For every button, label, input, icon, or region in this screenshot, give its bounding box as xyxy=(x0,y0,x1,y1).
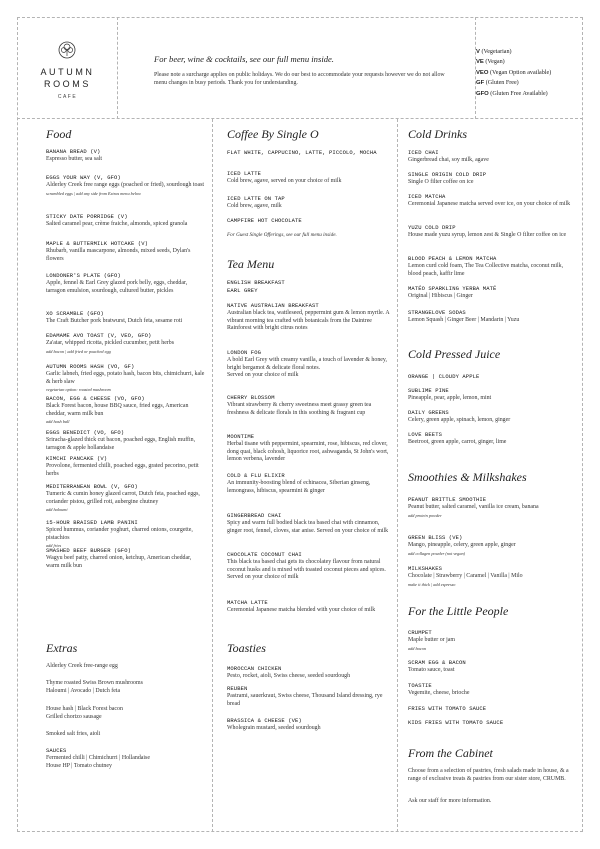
menu-item xyxy=(46,395,206,425)
item-name: SINGLE ORIGIN COLD DRIP xyxy=(408,171,487,178)
menu-item xyxy=(46,174,206,197)
menu-item xyxy=(227,665,390,681)
dietary-item xyxy=(476,47,583,57)
item-description: Cold brew, agave, served on your choice of milk xyxy=(227,178,342,184)
item-name: TOASTIE xyxy=(408,682,432,689)
item-name: FRIES WITH TOMATO SAUCE xyxy=(408,705,487,712)
menu-item xyxy=(227,599,390,615)
menu-item xyxy=(408,496,573,519)
brand-name-line1: AUTUMN xyxy=(40,67,95,77)
section-title-smoothies: Smoothies & Milkshakes xyxy=(408,470,527,484)
item-description: Maple butter or jam xyxy=(408,637,455,643)
menu-item xyxy=(46,547,206,570)
extras-line: House HP | Tomato chutney xyxy=(46,762,112,769)
item-description: Apple, fennel & Earl Grey glazed pork belly, eggs, cheddar, tarragon emulsion, sourdough, cultured butter, pickles xyxy=(46,280,188,294)
item-name: REUBEN xyxy=(227,685,248,692)
item-description: Vibrant strawberry & cherry sweetness meet grassy green tea freshness & delicate florals in this soothing & fragrant cup xyxy=(227,402,372,416)
item-description: Chocolate | Strawberry | Caramel | Vanilla | Milo xyxy=(408,573,523,579)
section-title-extras: Extras xyxy=(46,641,78,655)
item-description: Alderley Creek free range eggs (poached or fried), sourdough toast xyxy=(46,182,205,188)
menu-item xyxy=(408,171,573,187)
extras-group xyxy=(46,747,206,770)
menu-item xyxy=(408,373,573,381)
menu-item xyxy=(46,148,206,164)
section-title-juice: Cold Pressed Juice xyxy=(408,347,501,361)
item-name: KIDS FRIES WITH TOMATO SAUCE xyxy=(408,719,504,726)
item-name: LONDONER'S PLATE (GFO) xyxy=(46,272,121,279)
dietary-item xyxy=(476,57,583,67)
menu-item xyxy=(227,149,390,157)
item-name: DAILY GREENS xyxy=(408,409,449,416)
item-name: COLD & FLU ELIXIR xyxy=(227,472,285,479)
menu-item xyxy=(227,472,390,495)
item-addon: scrambled eggs | add any side from Extras menu below xyxy=(46,190,141,196)
item-addon: add collagen powder (not vegan) xyxy=(408,550,466,556)
item-name: GINGERBREAD CHAI xyxy=(227,512,282,519)
dietary-item xyxy=(476,89,583,99)
item-description: Original | Hibiscus | Ginger xyxy=(408,293,473,299)
item-description: Australian black tea, wattleseed, peppermint gum & lemon myrtle. A vibrant morning tea crafted with botanicals from the Daintree Rainforest with bright citrus notes xyxy=(227,310,390,332)
extras-line: Haloumi | Avocado | Dutch feta xyxy=(46,687,121,694)
item-name: MAPLE & BUTTERMILK HOTCAKE (V) xyxy=(46,240,149,247)
item-description: Peanut butter, salted caramel, vanilla ice cream, banana xyxy=(408,504,539,510)
item-name: CHERRY BLOSSOM xyxy=(227,394,275,401)
item-description: Wholegrain mustard, seeded sourdough xyxy=(227,725,321,731)
menu-item xyxy=(408,534,573,557)
item-description: Ceremonial Japanese matcha blended with your choice of milk xyxy=(227,607,376,613)
menu-item xyxy=(408,409,573,425)
item-description: A bold Earl Grey with creamy vanilla, a touch of lavender & honey, bright bergamot & delicate floral notes. Served on your choice of milk xyxy=(227,357,387,379)
item-description: Tumeric & cumin honey glazed carrot, Dutch feta, poached eggs, coriander pistou, grilled roti, aubergine chutney xyxy=(46,491,200,505)
item-description: Celery, green apple, spinach, lemon, ginger xyxy=(408,417,511,423)
extras-group xyxy=(46,706,206,721)
item-name: CHOCOLATE COCONUT CHAI xyxy=(227,551,302,558)
column-divider xyxy=(397,119,398,832)
item-name: XO SCRAMBLE (GFO) xyxy=(46,310,104,317)
item-name: FLAT WHITE, CAPPUCINO, LATTE, PICCOLO, MOCHA xyxy=(227,149,377,156)
menu-item xyxy=(227,551,390,582)
item-description: Herbal tisane with peppermint, spearmint, rose, hibiscus, red clover, dong quai, black cohosh, liquorice root, ashwaganda, St John's wort, lemon verbena, lavender xyxy=(227,441,389,463)
intro-panel xyxy=(118,17,476,119)
item-name: AUTUMN ROOMS HASH (VO, GF) xyxy=(46,363,135,370)
item-name: LOVE BEETS xyxy=(408,431,443,438)
section-title-cabinet: From the Cabinet xyxy=(408,746,493,760)
extras-line: Fermented chilli | Chimichurri | Hollandaise xyxy=(46,755,150,761)
item-name: ICED MATCHA xyxy=(408,193,446,200)
item-description: Spicy and warm full bodied black tea based chai with cinnamon, ginger root, fennel, cloves, star anise. Served on your choice of milk xyxy=(227,520,389,534)
extras-line: Alderley Creek free-range egg xyxy=(46,663,118,669)
logo xyxy=(17,17,118,119)
item-description: Garlic labneh, fried eggs, potato hash, bacon bits, chimichurri, kale & herb slaw xyxy=(46,371,205,385)
menu-item xyxy=(408,629,573,652)
item-name: BACON, EGG & CHEESE (VO, GFO) xyxy=(46,395,145,402)
menu-item xyxy=(408,387,573,403)
tree-icon xyxy=(58,41,76,59)
dietary-label: (Gluten Free) xyxy=(485,80,519,87)
item-description: House made yuzu syrup, lemon zest & Single O filter coffee on ice xyxy=(408,232,567,238)
item-description: Rhubarb, vanilla mascarpone, almonds, mixed seeds, Dylan's flowers xyxy=(46,248,191,262)
menu-item xyxy=(227,279,390,295)
item-description: The Craft Butcher pork bratwurst, Dutch feta, sesame roti xyxy=(46,318,183,324)
item-name: BANANA BREAD (V) xyxy=(46,148,101,155)
item-name: ICED LATTE xyxy=(227,170,262,177)
item-addon: add hash ball xyxy=(46,419,70,425)
item-name: EGGS BENEDICT (VO, GFO) xyxy=(46,429,125,436)
item-name: MOROCCAN CHICKEN xyxy=(227,665,282,672)
item-description: Pesto, rocket, aioli, Swiss cheese, seeded sourdough xyxy=(227,673,351,679)
menu-item xyxy=(227,685,390,708)
item-name: EDAMAME AVO TOAST (V, VEO, GFO) xyxy=(46,332,152,339)
section-title-tea: Tea Menu xyxy=(227,257,275,271)
item-addon: add bacon | add fried or poached egg xyxy=(46,348,111,354)
item-name: KIMCHI PANCAKE (V) xyxy=(46,455,108,462)
item-description: Ceremonial Japanese matcha served over ice, on your choice of milk xyxy=(408,201,571,207)
section-title-coffee: Coffee By Single O xyxy=(227,127,319,141)
item-description: Lemon Squash | Ginger Beer | Mandarin | Yuzu xyxy=(408,317,520,323)
dietary-legend xyxy=(476,47,583,99)
item-name: SUBLIME PINE xyxy=(408,387,449,394)
section-title-kids: For the Little People xyxy=(408,604,509,618)
section-title-cold-drinks: Cold Drinks xyxy=(408,127,468,141)
item-name: GREEN BLISS (VE) xyxy=(408,534,463,541)
menu-item xyxy=(227,394,390,417)
menu-item xyxy=(408,431,573,447)
item-description: Sriracha-glazed thick cut bacon, poached eggs, English muffin, tarragon & apple hollandaise xyxy=(46,437,196,451)
dietary-label: (Gluten Free Available) xyxy=(490,90,548,97)
item-description: Pastrami, sauerkraut, Swiss cheese, Thousand Island dressing, rye bread xyxy=(227,693,383,707)
item-name: 15-HOUR BRAISED LAMB PANINI xyxy=(46,519,138,526)
menu-item xyxy=(227,217,390,225)
menu-item xyxy=(46,455,206,478)
menu-item xyxy=(408,285,573,301)
extras-line: House hash | Black Forest bacon xyxy=(46,706,123,712)
item-name: BLOOD PEACH & LEMON MATCHA xyxy=(408,255,497,262)
item-name: STRANGELOVE SODAS xyxy=(408,309,466,316)
item-name: ENGLISH BREAKFAST EARL GREY xyxy=(227,279,285,294)
item-name: MOONTIME xyxy=(227,433,255,440)
menu-item xyxy=(46,483,206,513)
item-description: Cold brew, agave, milk xyxy=(227,203,282,209)
extras-group xyxy=(46,731,206,739)
coffee-footnote: For Guest Single Offerings, see our full menu inside. xyxy=(227,232,337,238)
dietary-label: (Vegan) xyxy=(485,59,505,66)
item-name: MEDITERRANEAN BOWL (V, GFO) xyxy=(46,483,138,490)
dietary-item xyxy=(476,68,583,78)
menu-item xyxy=(227,302,390,333)
dietary-code: VEO xyxy=(476,69,489,76)
menu-item xyxy=(408,719,573,727)
menu-item xyxy=(227,195,390,211)
menu-item xyxy=(227,433,390,464)
item-name: CAMPFIRE HOT CHOCOLATE xyxy=(227,217,302,224)
menu-item xyxy=(227,349,390,380)
menu-header xyxy=(17,17,583,119)
menu-item xyxy=(408,682,573,698)
dietary-label: (Vegan Option available) xyxy=(489,69,552,76)
brand-subtitle: CAFE xyxy=(57,94,78,100)
item-description: Vegemite, cheese, brioche xyxy=(408,690,470,696)
menu-item xyxy=(408,193,573,209)
item-name: SMASHED BEEF BURGER (GFO) xyxy=(46,547,132,554)
item-name: ORANGE | CLOUDY APPLE xyxy=(408,373,480,380)
dietary-label: (Vegetarian) xyxy=(481,49,512,55)
menu-item xyxy=(408,565,573,588)
dietary-item xyxy=(476,78,583,88)
dietary-code: V xyxy=(476,49,480,55)
dietary-code: GFO xyxy=(476,90,489,97)
menu-item xyxy=(408,705,573,713)
menu-item xyxy=(408,659,573,675)
item-name: NATIVE AUSTRALIAN BREAKFAST xyxy=(227,302,319,309)
item-description: Black Forest bacon, house BBQ sauce, fried eggs, American cheddar, warm milk bun xyxy=(46,403,189,417)
item-description: Lemon curd cold foam, The Tea Collective matcha, coconut milk, blood peach, kaffir lime xyxy=(408,263,564,277)
menu-item xyxy=(408,255,573,278)
item-addon: vegetarian option: roasted mushroom xyxy=(46,387,111,393)
menu-item xyxy=(46,213,206,229)
menu-item xyxy=(46,332,206,355)
extras-line: Smoked salt fries, aioli xyxy=(46,731,101,737)
extras-group xyxy=(46,680,206,695)
item-description: Pineapple, pear, apple, lemon, mint xyxy=(408,395,492,401)
item-description: Espresso butter, sea salt xyxy=(46,156,103,162)
item-name: ICED LATTE ON TAP xyxy=(227,195,285,202)
item-description: Salted caramel pear, crème fraiche, almonds, spiced granola xyxy=(46,221,188,227)
item-name: LONDON FOG xyxy=(227,349,262,356)
item-name: EGGS YOUR WAY (V, GFO) xyxy=(46,174,121,181)
item-name: ICED CHAI xyxy=(408,149,439,156)
item-name: STICKY DATE PORRIDGE (V) xyxy=(46,213,128,220)
item-description: Wagyu beef patty, charred onion, ketchup, American cheddar, warm milk bun xyxy=(46,555,192,569)
extras-group xyxy=(46,663,206,671)
item-description: Tomato sauce, toast xyxy=(408,667,455,673)
menu-item xyxy=(46,310,206,326)
item-description: Beetroot, green apple, carrot, ginger, lime xyxy=(408,439,507,445)
dietary-code: GF xyxy=(476,80,485,87)
item-name: PEANUT BRITTLE SMOOTHIE xyxy=(408,496,487,503)
menu-item xyxy=(408,149,573,165)
brand-name-line2: ROOMS xyxy=(43,79,91,89)
surcharge-note: Please note a surcharge applies on public holidays. We do our best to accommodate your requests however we do not allow menu changes in busy periods. Thank you for understanding. xyxy=(154,72,445,86)
item-addon: make it thick | add espresso xyxy=(408,581,456,587)
item-name: MILKSHAKES xyxy=(408,565,443,572)
section-title-food: Food xyxy=(46,127,72,141)
section-title-toasties: Toasties xyxy=(227,641,266,655)
item-description: Spiced hummus, coriander yoghurt, charred onions, courgette, pistachios xyxy=(46,527,193,541)
item-addon: add bacon xyxy=(408,645,427,651)
item-name: YUZU COLD DRIP xyxy=(408,224,456,231)
item-description: Mango, pineapple, celery, green apple, ginger xyxy=(408,542,516,548)
menu-item xyxy=(227,512,390,535)
menu-item xyxy=(46,429,206,452)
item-description: Single O filter coffee on ice xyxy=(408,179,474,185)
menu-item xyxy=(408,224,573,240)
menu-item xyxy=(46,272,206,295)
item-addon: add protein powder xyxy=(408,512,442,518)
tagline: For beer, wine & cocktails, see our full menu inside. xyxy=(154,54,334,64)
menu-item xyxy=(46,363,206,393)
menu-item xyxy=(408,309,573,325)
item-name: MATÉO SPARKLING YERBA MATÉ xyxy=(408,285,497,292)
menu-item xyxy=(227,717,390,733)
item-addon: add fries xyxy=(46,543,62,549)
item-name: SCRAM EGG & BACON xyxy=(408,659,466,666)
item-name: BRASSICA & CHEESE (VE) xyxy=(227,717,302,724)
menu-item xyxy=(227,170,390,186)
item-description: This black tea based chai gets its chocolatey flavour from natural coconut husks and is mixed with toasted coconut pieces and spices. Served on your choice of milk xyxy=(227,559,386,581)
item-description: Provolone, fermented chilli, poached eggs, grated pecorino, petit herbs xyxy=(46,463,199,477)
extras-line: Thyme roasted Swiss Brown mushrooms xyxy=(46,680,143,686)
item-description: An immunity-boosting blend of echinacea, Siberian ginseng, lemongrass, hibiscus, spearmint & ginger xyxy=(227,480,371,494)
item-description: Gingerbread chai, soy milk, agave xyxy=(408,157,489,163)
item-addon: add haloumi xyxy=(46,507,68,513)
extras-group-name: SAUCES xyxy=(46,747,67,754)
dietary-code: VE xyxy=(476,59,484,66)
cabinet-text-2: Ask our staff for more information. xyxy=(408,798,492,804)
item-description: Za'atar, whipped ricotta, pickled cucumber, petit herbs xyxy=(46,340,175,346)
extras-line: Grilled chorizo sausage xyxy=(46,713,102,720)
column-divider xyxy=(212,119,213,832)
item-name: CRUMPET xyxy=(408,629,432,636)
menu-item xyxy=(46,519,206,549)
cabinet-text: Choose from a selection of pastries, fresh salads made in house, & a range of exclusive treats & pastries from our sister store, CRUMB. xyxy=(408,768,569,782)
item-name: MATCHA LATTE xyxy=(227,599,268,606)
menu-item xyxy=(46,240,206,263)
